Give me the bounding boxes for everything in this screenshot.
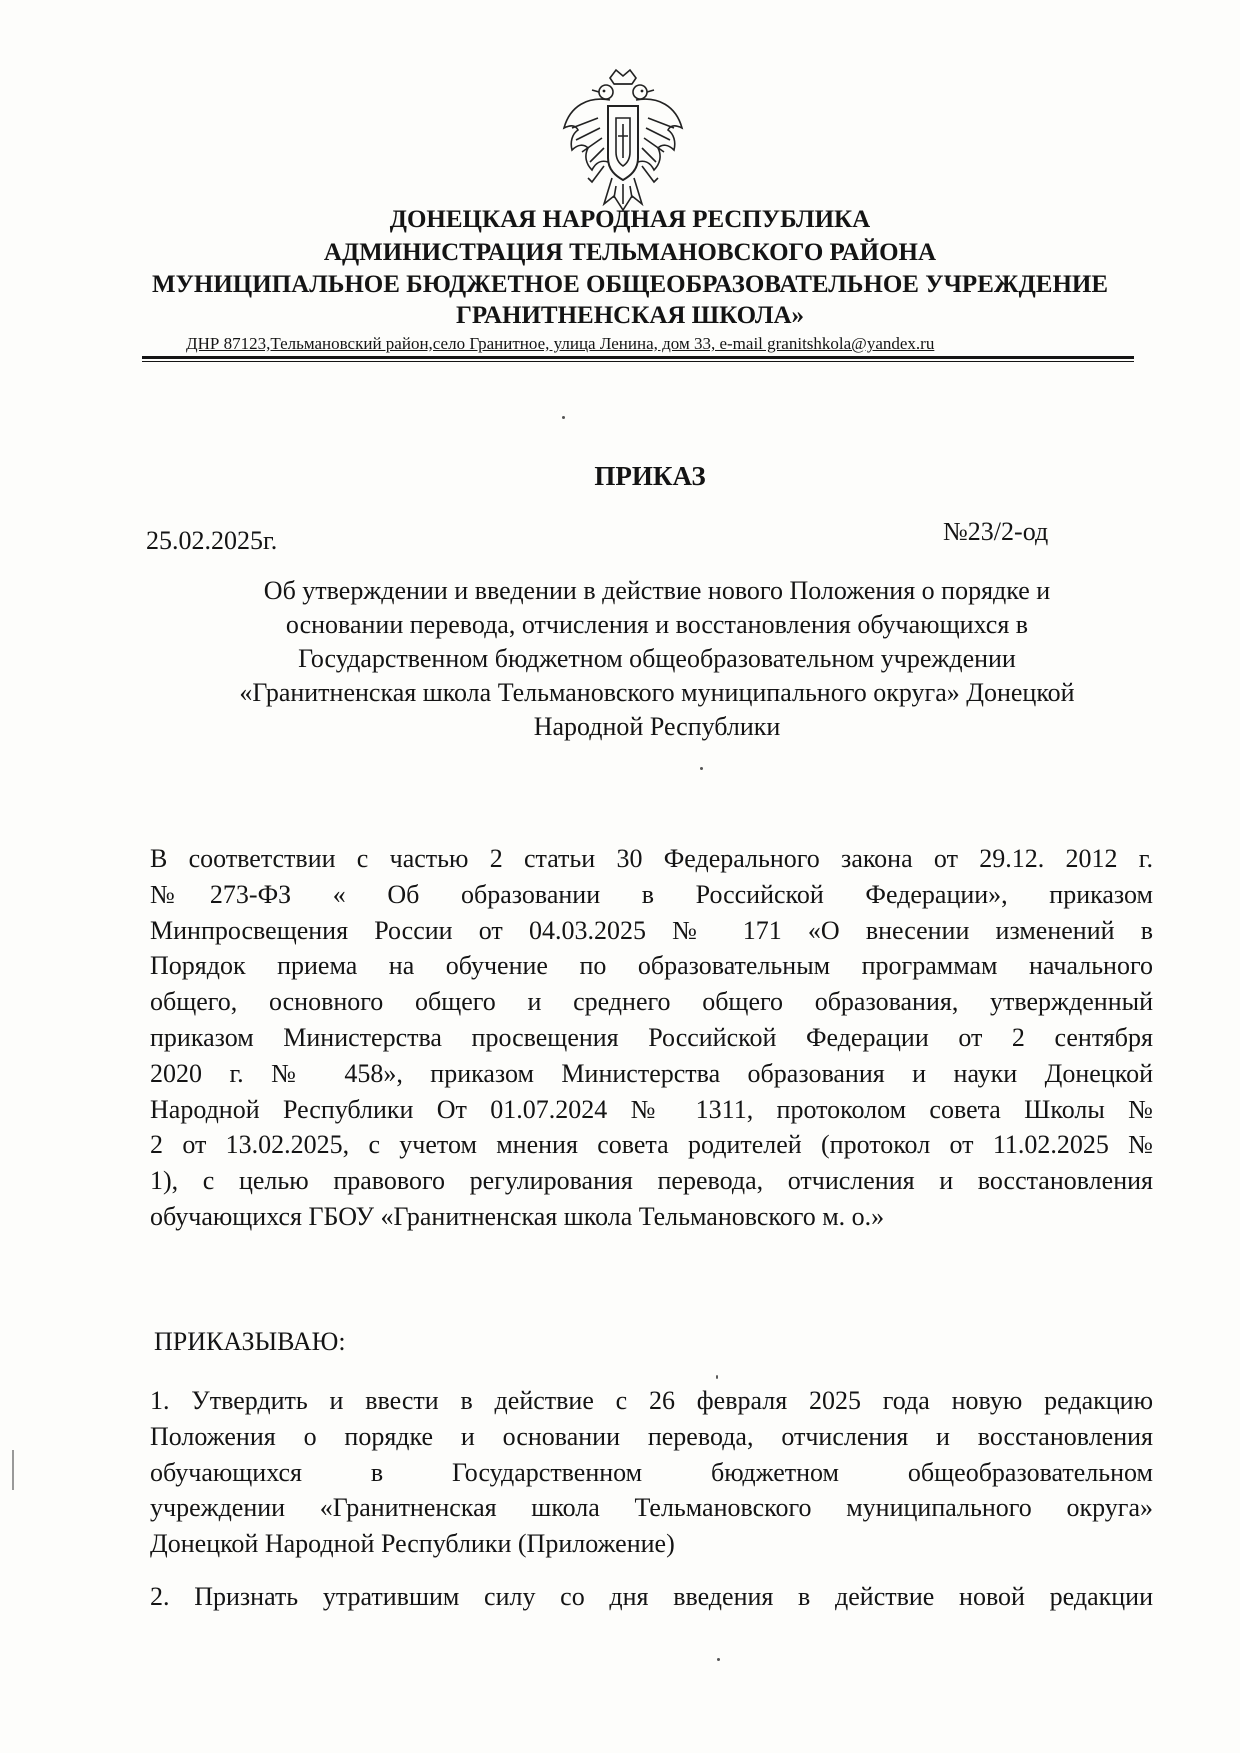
document-title: ПРИКАЗ [594, 461, 706, 491]
paragraph-line: приказом Министерства просвещения Российской Федерации от 2 сентября [150, 1022, 1153, 1052]
header-address: ДНР 87123,Тельмановский район,село Гранитное, улица Ленина, дом 33, e-mail granitshkola@yandex.ru [186, 334, 935, 353]
paragraph-line: Положения о порядке и основании перевода, отчисления и восстановления [150, 1421, 1153, 1451]
paragraph-line: Порядок приема на обучение по образовательным программам начального [150, 951, 1153, 981]
order-item-1 [150, 1383, 1153, 1562]
scan-speck [562, 416, 565, 419]
order-item-2 [150, 1579, 1153, 1615]
paragraph-line: учреждении «Гранитненская школа Тельмановского муниципального округа» [150, 1493, 1153, 1523]
paragraph-line: В соответствии с частью 2 статьи 30 Федерального закона от 29.12. 2012 г. [150, 844, 1153, 873]
legal-basis-paragraph [150, 841, 1153, 1235]
paragraph-line: Донецкой Народной Республики (Приложение) [150, 1529, 675, 1559]
header-divider-thin [142, 361, 1134, 362]
subject-line: Государственном бюджетном общеобразовательном учреждении [298, 644, 1016, 673]
paragraph-line: 2020 г. № 458», приказом Министерства образования и науки Донецкой [150, 1058, 1153, 1088]
document-subject [172, 574, 1142, 744]
document-date: 25.02.2025г. [146, 526, 278, 555]
header-divider-thick [142, 356, 1134, 359]
scan-speck [716, 1375, 718, 1379]
coat-of-arms-icon [558, 66, 688, 216]
header-republic: ДОНЕЦКАЯ НАРОДНАЯ РЕСПУБЛИКА [389, 206, 871, 233]
header-institution: МУНИЦИПАЛЬНОЕ БЮДЖЕТНОЕ ОБЩЕОБРАЗОВАТЕЛЬНОЕ УЧРЕЖДЕНИЕ [151, 271, 1109, 298]
subject-line: Об утверждении и введении в действие нового Положения о порядке и [263, 576, 1051, 605]
header-administration: АДМИНИСТРАЦИЯ ТЕЛЬМАНОВСКОГО РАЙОНА [323, 239, 937, 266]
subject-line: «Гранитненская школа Тельмановского муниципального округа» Донецкой [239, 678, 1075, 707]
scan-speck [12, 1450, 14, 1490]
paragraph-line: 1), с целью правового регулирования перевода, отчисления и восстановления [150, 1166, 1153, 1196]
paragraph-line: №273-ФЗ « Об образовании в Российской Федерации», приказом [150, 879, 1153, 909]
paragraph-line: 1. Утвердить и ввести в действие с 26 февраля 2025 года новую редакцию [150, 1386, 1153, 1415]
paragraph-line: общего, основного общего и среднего общего образования, утвержденный [150, 987, 1153, 1017]
paragraph-line: обучающихся в Государственном бюджетном общеобразовательном [150, 1457, 1153, 1487]
paragraph-line: 2 от 13.02.2025, с учетом мнения совета родителей (протокол от 11.02.2025 № [150, 1130, 1153, 1160]
subject-line: основании перевода, отчисления и восстановления обучающихся в [285, 610, 1029, 639]
paragraph-line: Минпросвещения России от 04.03.2025 № 171 «О внесении изменений в [150, 915, 1153, 945]
paragraph-line: Народной Республики От 01.07.2024 № 1311, протоколом совета Школы № [150, 1094, 1153, 1124]
scan-speck [717, 1658, 720, 1661]
scan-speck [700, 767, 703, 770]
document-number: №23/2-од [943, 517, 1049, 546]
paragraph-line: 2. Признать утратившим силу со дня введения в действие новой редакции [150, 1582, 1153, 1611]
subject-line: Народной Республики [533, 712, 781, 741]
paragraph-line: обучающихся ГБОУ «Гранитненская школа Тельмановского м. о.» [150, 1201, 885, 1231]
order-heading: ПРИКАЗЫВАЮ: [154, 1327, 346, 1356]
header-school-name: ГРАНИТНЕНСКАЯ ШКОЛА» [455, 302, 805, 329]
